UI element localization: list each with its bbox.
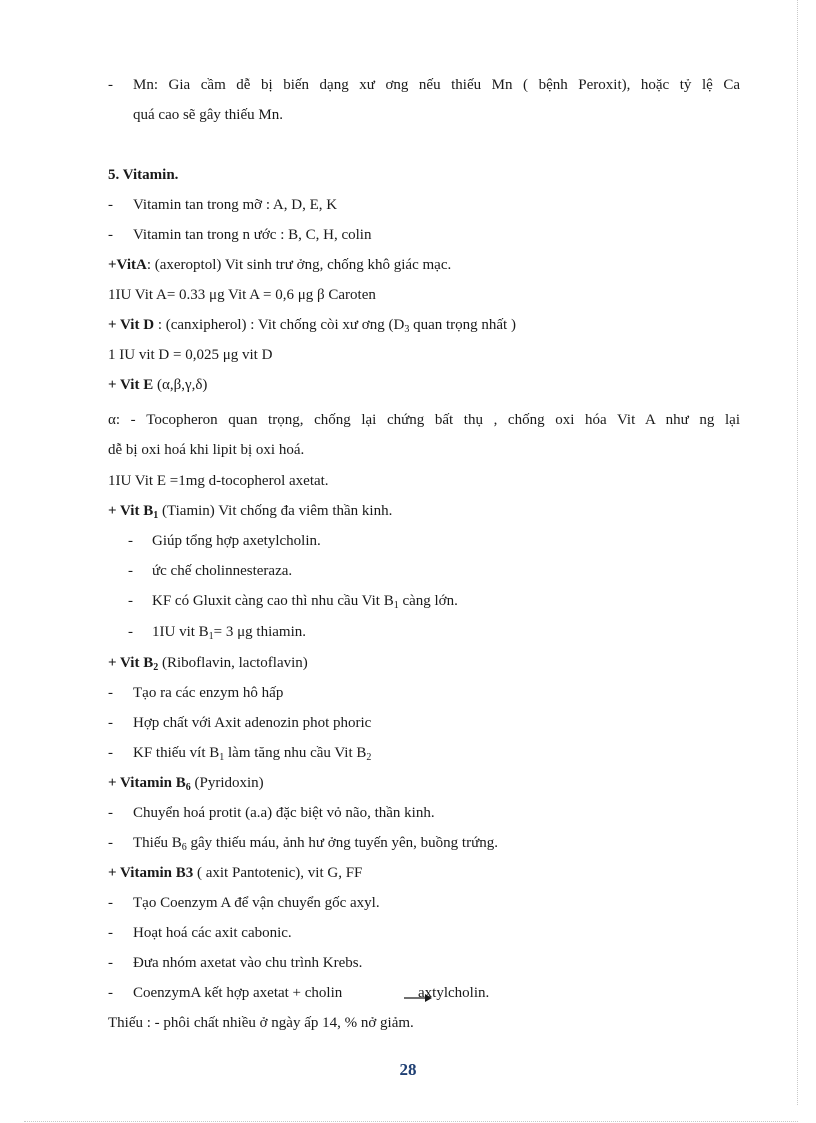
page-number: 28 <box>399 1060 417 1079</box>
iu-vit-d: 1 IU vit D = 0,025 μg vit D <box>108 347 273 363</box>
section-heading: 5. Vitamin. <box>108 167 179 183</box>
iu-vit-e: 1IU Vit E =1mg d-tocopherol axetat. <box>108 473 329 489</box>
page-border-bottom <box>24 1121 798 1122</box>
thieu-line: Thiếu : - phôi chất nhiều ở ngày ấp 14, % nở giảm. <box>108 1015 414 1031</box>
vit-b1-heading: + Vit $B_1$ (Tiamin) Vit chống đa viêm thần kinh. <box>108 503 393 521</box>
vit-a-heading: +VitA: (axeroptol) Vit sinh trư ởng, chống khô giác mạc. <box>108 257 452 273</box>
vit-b3-heading: + Vitamin B3 ( axit Pantotenic), vit G, FF <box>108 865 363 881</box>
page-border-right <box>797 0 798 1105</box>
vit-b6-heading: + Vitamin $B_6$ (Pyridoxin) <box>108 775 264 793</box>
iu-vit-a: 1IU Vit A= 0.33 μg Vit A = 0,6 μg β Caroten <box>108 287 376 303</box>
vit-b2-heading: + Vit $B_2$ (Riboflavin, lactoflavin) <box>108 655 308 673</box>
mn-line-2: quá cao sẽ gây thiếu Mn. <box>133 107 283 123</box>
mn-line-1: Mn: Gia cầm dễ bị biến dạng xư ơng nếu thiếu Mn ( bệnh Peroxit), hoặc tỷ lệ Ca <box>133 77 740 93</box>
vit-d-heading: + Vit D : (canxipherol) : Vit chống còi xư ơng ($D_3$ quan trọng nhất ) <box>108 317 516 335</box>
vit-e-heading: + Vit E (α,β,γ,δ) <box>108 377 208 393</box>
alpha-paragraph-2: dễ bị oxi hoá khi lipit bị oxi hoá. <box>108 442 305 458</box>
